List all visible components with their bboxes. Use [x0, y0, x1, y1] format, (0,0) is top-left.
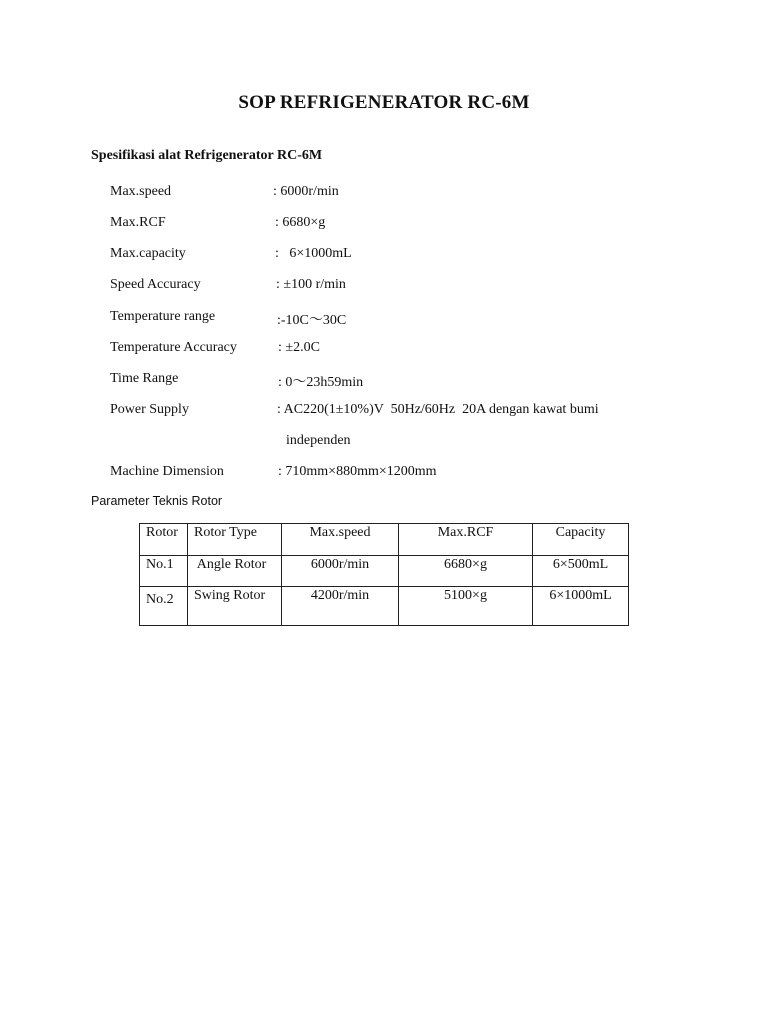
spec-label: Max.speed	[110, 184, 172, 199]
table-row	[140, 556, 629, 587]
table-cell: 6680×g	[399, 556, 533, 587]
spec-label: Time Range	[110, 371, 179, 386]
table-cell: No.2	[140, 587, 188, 626]
table-cell: No.1	[140, 556, 188, 587]
spec-label: Max.capacity	[110, 246, 186, 261]
spec-label: Temperature range	[110, 309, 216, 324]
parameter-heading: Parameter Teknis Rotor	[91, 494, 223, 508]
spec-value: : 0～23h59min	[278, 375, 364, 390]
spec-value: : 710mm×880mm×1200mm	[278, 464, 437, 479]
spec-value: : 6×1000mL	[275, 246, 352, 261]
spec-subtitle: Spesifikasi alat Refrigenerator RC-6M	[91, 148, 323, 163]
spec-value: : 6000r/min	[273, 184, 339, 199]
header-cell: Rotor Type	[188, 524, 282, 556]
header-cell: Max.RCF	[399, 524, 533, 556]
table-cell: 6×500mL	[533, 556, 629, 587]
table-cell: Swing Rotor	[188, 587, 282, 626]
spec-value: : ±2.0C	[278, 340, 320, 355]
table-cell: 4200r/min	[282, 587, 399, 626]
spec-label: Max.RCF	[110, 215, 166, 230]
spec-power-supply-continuation: independen	[286, 433, 351, 448]
table-cell: 6×1000mL	[533, 587, 629, 626]
document-title: SOP REFRIGENERATOR RC-6M	[238, 92, 530, 113]
spec-value: : ±100 r/min	[276, 277, 346, 292]
header-cell: Max.speed	[282, 524, 399, 556]
spec-value: : AC220(1±10%)V 50Hz/60Hz 20A dengan kawat bumi	[277, 402, 599, 417]
spec-label: Power Supply	[110, 402, 189, 417]
table-row	[140, 587, 629, 626]
spec-label: Machine Dimension	[110, 464, 224, 479]
table-cell: 5100×g	[399, 587, 533, 626]
table-cell: Angle Rotor	[188, 556, 282, 587]
table-cell: 6000r/min	[282, 556, 399, 587]
spec-value: : 6680×g	[275, 215, 326, 230]
rotor-table	[139, 523, 629, 626]
header-cell: Rotor	[140, 524, 188, 556]
spec-label: Speed Accuracy	[110, 277, 201, 292]
header-cell: Capacity	[533, 524, 629, 556]
spec-value: :-10C～30C	[277, 313, 347, 328]
table-header-row	[140, 524, 629, 556]
spec-label: Temperature Accuracy	[110, 340, 237, 355]
